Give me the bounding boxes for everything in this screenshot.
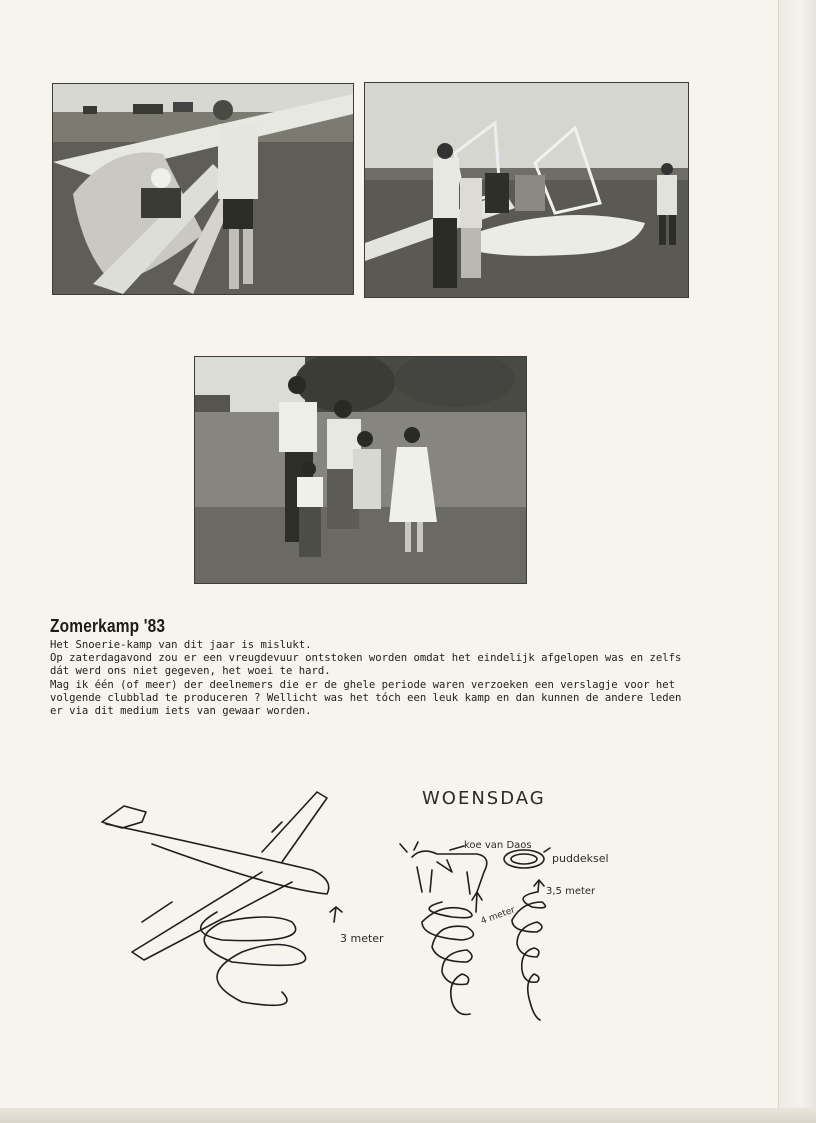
- article-body: [50, 639, 700, 718]
- cow-spiral-icon: [422, 902, 473, 1015]
- puddle-sketch-icon: [504, 848, 550, 868]
- article-line: Het Snoerie-kamp van dit jaar is mislukt.: [50, 639, 312, 651]
- sketch-title: WOENSDAG: [422, 788, 546, 809]
- family-photo: [194, 356, 527, 584]
- cow-height-label: 4 meter: [479, 905, 517, 927]
- article-line: er via dit medium iets van gewaar worden.: [50, 705, 312, 718]
- article-line: dát werd ons niet gegeven, het woei te hard.: [50, 665, 331, 678]
- glider-cockpit-photo: [52, 83, 354, 295]
- article-line: volgende clubblad te produceren ? Wellicht was het tóch een leuk kamp en dan kunnen de andere leden: [50, 691, 682, 704]
- glider-canopy-photo: [364, 82, 689, 298]
- puddle-height-label: 3,5 meter: [546, 886, 596, 897]
- cow-label: koe van Daos: [464, 840, 532, 851]
- hand-drawn-sketch: [72, 762, 632, 1032]
- article-line: Mag ik één (of meer) der deelnemers die er de ghele periode waren verzoeken een verslagje voor het: [50, 678, 676, 691]
- page-bottom-edge: [0, 1108, 816, 1123]
- glider-spiral-icon: [201, 912, 306, 1005]
- article-line: Op zaterdagavond zou er een vreugdevuur ontstoken worden omdat het eindelijk afgelopen was en zelfs: [50, 652, 682, 665]
- glider-height-label: 3 meter: [340, 932, 384, 945]
- puddle-label: puddeksel: [552, 852, 609, 865]
- article-heading: Zomerkamp '83: [50, 616, 166, 636]
- puddle-spiral-icon: [512, 892, 545, 1020]
- page-edge: [778, 0, 816, 1123]
- glider-sketch-icon: [102, 792, 329, 960]
